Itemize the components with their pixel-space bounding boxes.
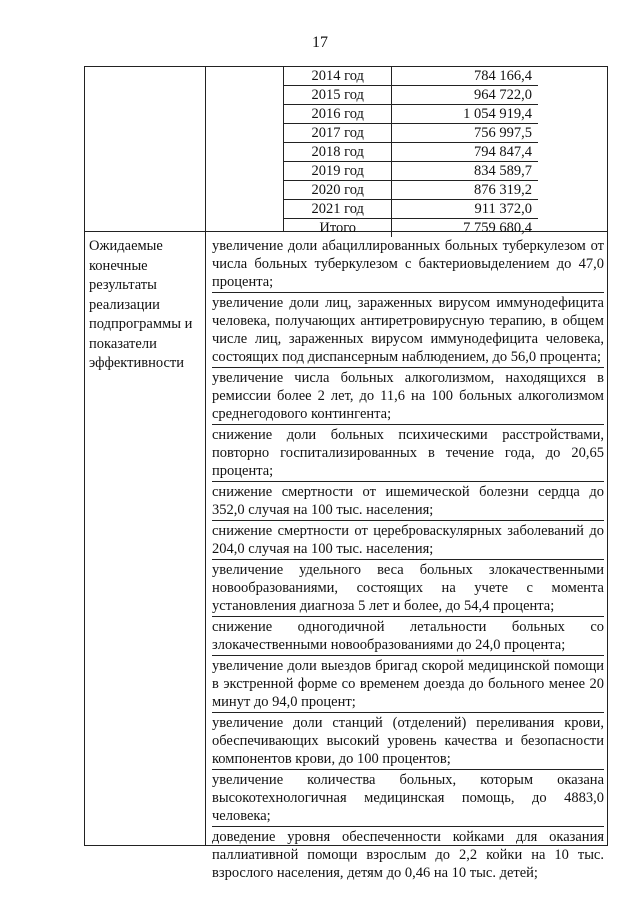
financing-year: 2016 год [284, 105, 392, 124]
financing-row [284, 124, 538, 143]
result-item: увеличение удельного веса больных злокачественными новообразованиями, состоящих на учете с момента установления диагноза 5 лет и более, до 54,4 процента; [212, 561, 604, 617]
result-item: снижение смертности от цереброваскулярных заболеваний до 204,0 случая на 100 тыс. населения; [212, 522, 604, 560]
expected-results [212, 237, 604, 884]
result-item: увеличение доли лиц, зараженных вирусом иммунодефицита человека, получающих антиретровирусную терапию, в общем числе лиц, зараженных вирусом иммунодефицита человека, состоящих под диспансерным наблюдением, до 56,0 процента; [212, 294, 604, 368]
result-item: увеличение числа больных алкоголизмом, находящихся в ремиссии более 2 лет, до 11,6 на 100 больных алкоголизмом среднегодового контингента; [212, 369, 604, 425]
result-item: увеличение доли выездов бригад скорой медицинской помощи в экстренной форме со временем доезда до больного менее 20 минут до 94,0 процент; [212, 657, 604, 713]
financing-amount: 756 997,5 [392, 124, 538, 143]
financing-amount: 834 589,7 [392, 162, 538, 181]
section-label-line: результаты [89, 277, 157, 293]
financing-year: 2020 год [284, 181, 392, 200]
section-label-line: эффективности [89, 355, 184, 371]
financing-row [284, 86, 538, 105]
result-item: снижение одногодичной летальности больных со злокачественными новообразованиями до 24,0 процента; [212, 618, 604, 656]
financing-year: 2017 год [284, 124, 392, 143]
financing-row [284, 200, 538, 219]
column-divider-left [205, 67, 206, 846]
financing-row [284, 162, 538, 181]
financing-table [284, 67, 538, 237]
financing-year: 2015 год [284, 86, 392, 105]
financing-row [284, 143, 538, 162]
financing-amount: 784 166,4 [392, 67, 538, 86]
financing-total-label: Итого [284, 219, 392, 238]
section-label-line: конечные [89, 257, 148, 274]
financing-year: 2021 год [284, 200, 392, 219]
financing-year: 2018 год [284, 143, 392, 162]
result-item: увеличение доли абациллированных больных туберкулезом от числа больных туберкулезом с бактериовыделением до 47,0 процента; [212, 237, 604, 293]
financing-amount: 911 372,0 [392, 200, 538, 219]
financing-row [284, 67, 538, 86]
financing-row [284, 105, 538, 124]
financing-total-row [284, 219, 538, 238]
financing-year: 2014 год [284, 67, 392, 86]
financing-amount: 1 054 919,4 [392, 105, 538, 124]
result-item: снижение доли больных психическими расстройствами, повторно госпитализированных в течение года, до 20,65 процента; [212, 426, 604, 482]
section-label-line: подпрограммы и [89, 316, 193, 332]
section-label [89, 237, 201, 374]
financing-amount: 794 847,4 [392, 143, 538, 162]
result-item: увеличение количества больных, которым оказана высокотехнологичная медицинская помощь, до 4883,0 человека; [212, 771, 604, 827]
result-item: снижение смертности от ишемической болезни сердца до 352,0 случая на 100 тыс. населения; [212, 483, 604, 521]
financing-amount: 964 722,0 [392, 86, 538, 105]
financing-row [284, 181, 538, 200]
section-label-line: Ожидаемые [89, 238, 163, 254]
section-label-line: реализации [89, 296, 160, 313]
page-number: 17 [312, 34, 328, 51]
result-item: доведение уровня обеспеченности койками для оказания паллиативной помощи взрослым до 2,2 койки на 10 тыс. взрослого населения, детям до 0,46 на 10 тыс. детей; [212, 829, 604, 881]
financing-amount: 876 319,2 [392, 181, 538, 200]
financing-year: 2019 год [284, 162, 392, 181]
section-label-line: показатели [89, 335, 157, 352]
financing-total-amount: 7 759 680,4 [463, 220, 532, 236]
program-table [84, 66, 608, 881]
result-item: увеличение доли станций (отделений) переливания крови, обеспечивающих высокий уровень качества и безопасности компонентов крови, до 100 процентов; [212, 714, 604, 770]
